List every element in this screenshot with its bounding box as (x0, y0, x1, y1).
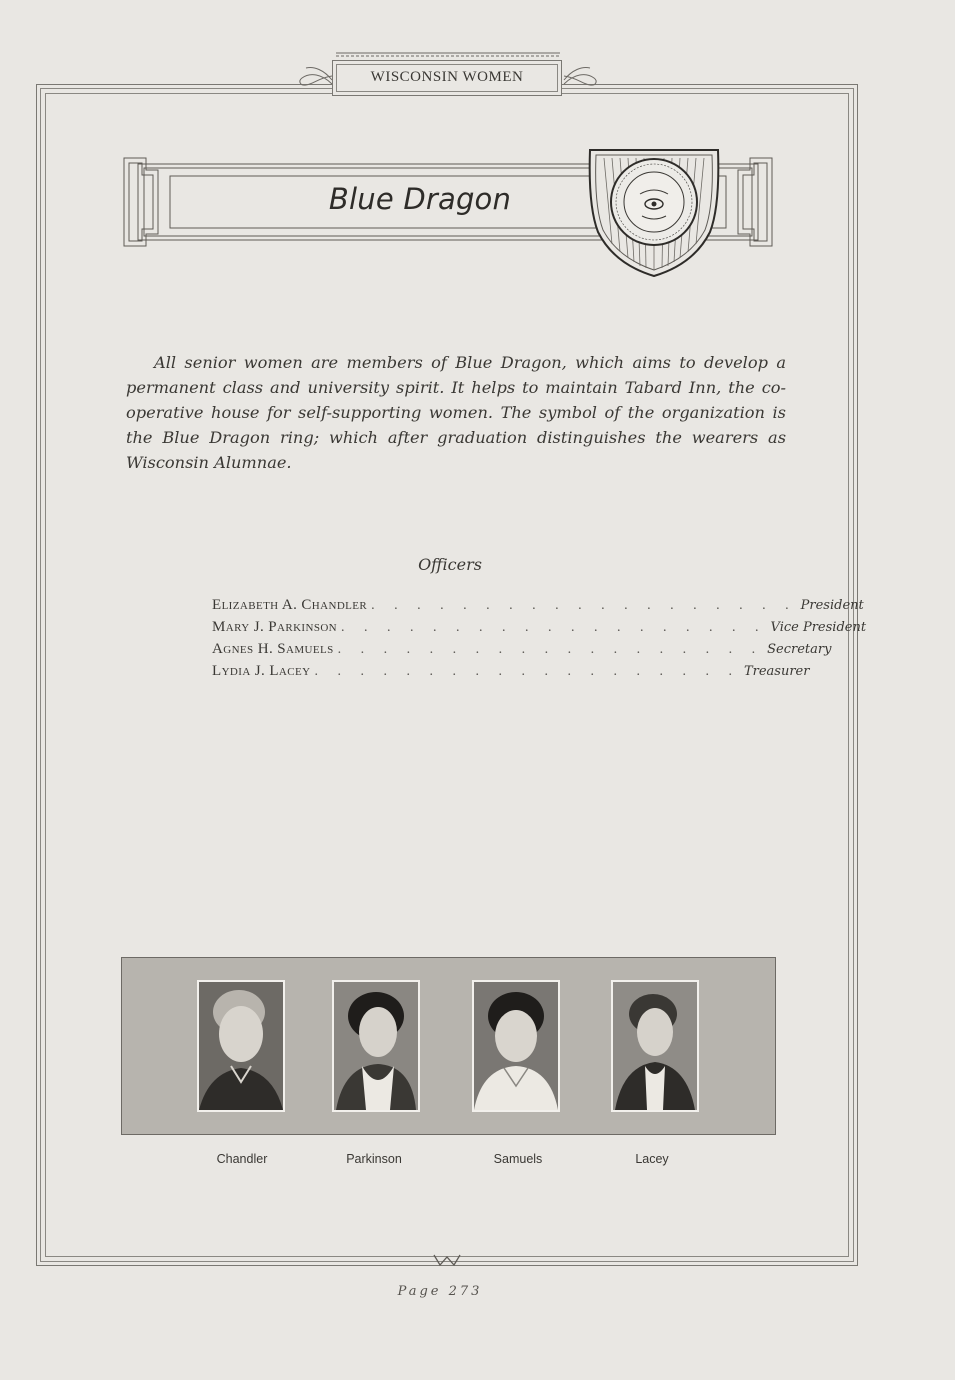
officer-role: Treasurer (743, 664, 810, 679)
leader-dots: . . . . . . . . . . . . . . . . . . . (341, 620, 767, 635)
officer-row (212, 663, 810, 685)
portrait-photo (197, 980, 285, 1112)
photo-caption: Parkinson (346, 1152, 402, 1166)
intro-paragraph: All senior women are members of Blue Dragon, which aims to develop a permanent class and university spirit. It helps to maintain Tabard Inn, the co-operative house for self-supporting women. The symbol of the organization is the Blue Dragon ring; which after graduation distinguishes the wearers as Wisconsin Alumnae. (126, 353, 786, 472)
officer-name: Lydia J. Lacey (212, 663, 311, 679)
officer-role: Secretary (767, 642, 832, 657)
portrait-photo (332, 980, 420, 1112)
officer-name: Agnes H. Samuels (212, 641, 334, 657)
leader-dots: . . . . . . . . . . . . . . . . . . . (371, 598, 797, 613)
officer-role: Vice President (770, 620, 867, 635)
university-seal-icon (600, 156, 708, 264)
w-ornament-icon (432, 1252, 462, 1268)
portrait-photo (472, 980, 560, 1112)
photo-caption: Samuels (493, 1152, 543, 1166)
officer-name: Elizabeth A. Chandler (212, 597, 368, 613)
photo-caption: Lacey (635, 1152, 669, 1166)
officer-name: Mary J. Parkinson (212, 619, 338, 635)
page-title: Blue Dragon (328, 182, 512, 216)
leader-dots: . . . . . . . . . . . . . . . . . . . (314, 664, 740, 679)
running-header: WISCONSIN WOMEN (370, 69, 524, 85)
leader-dots: . . . . . . . . . . . . . . . . . . . (337, 642, 764, 657)
officer-row (212, 641, 832, 663)
officer-row (212, 597, 864, 619)
officer-row (212, 619, 867, 641)
photo-caption: Chandler (216, 1152, 268, 1166)
officers-heading: Officers (418, 555, 482, 574)
officer-role: President (800, 598, 864, 613)
portrait-photo (611, 980, 699, 1112)
page-number: Page 273 (397, 1284, 483, 1299)
